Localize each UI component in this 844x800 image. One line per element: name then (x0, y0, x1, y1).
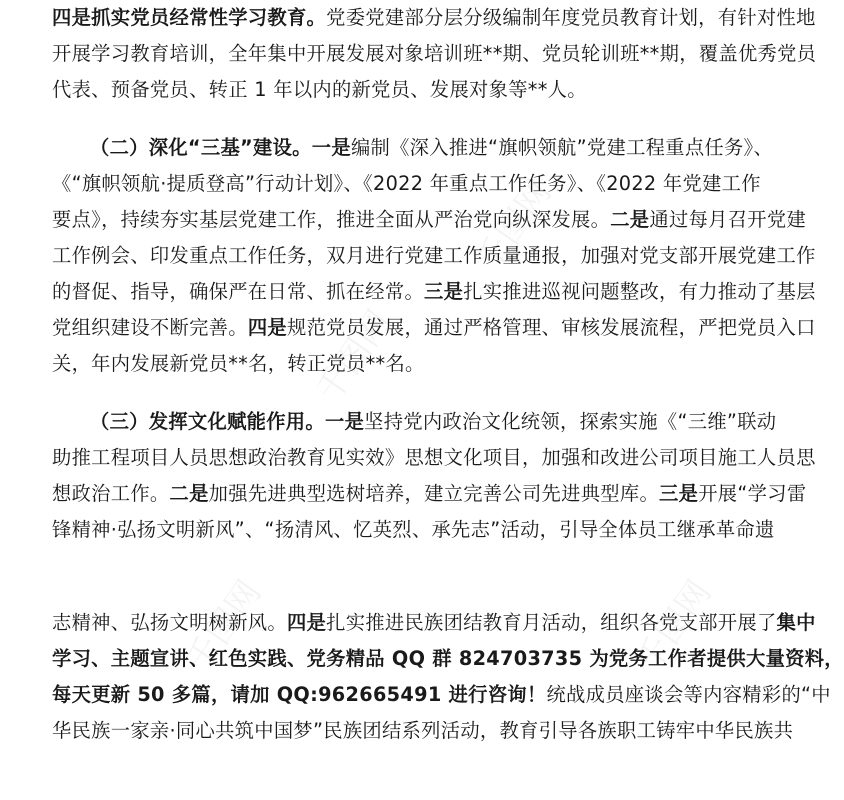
text-line (52, 166, 764, 202)
text-segment: 华民族一家亲·同心共筑中国梦”民族团结系列活动，教育引导各族职工铸牢中华民族共 (52, 719, 794, 742)
paragraph-gap (52, 548, 764, 605)
paragraph-gap (52, 108, 764, 130)
text-line (52, 677, 831, 713)
text-line (52, 605, 816, 641)
bold-text: 每天更新 50 多篇，请加 QQ:962665491 进行咨询！ (52, 683, 547, 706)
text-segment: 开展学习教育培训，全年集中开展发展对象培训班**期、党员轮训班**期，覆盖优秀党员 (52, 42, 817, 65)
bold-text: 二是 (610, 208, 650, 231)
text-segment: 想政治工作。 (52, 482, 170, 505)
text-line (52, 72, 764, 108)
bold-text: 四是 (286, 611, 327, 634)
text-segment: 编制《深入推进“旗帜领航”党建工程重点任务》、 (350, 136, 774, 159)
text-line (52, 512, 775, 548)
text-segment: 统战成员座谈会等内容精彩的“中 (546, 683, 831, 706)
bold-text: 四是 (247, 316, 287, 339)
bold-text: 二是 (169, 482, 209, 505)
text-segment: 党委党建部分层分级编制年度党员教育计划，有针对性地 (326, 6, 816, 29)
text-line (52, 238, 816, 274)
text-segment: 锋精神·弘扬文明新风”、“扬清风、忆英烈、承先志”活动，引导全体员工继承革命遗 (52, 518, 775, 541)
bold-text: （二）深化“三基”建设。 (90, 136, 312, 159)
paragraph-gap (52, 382, 764, 404)
text-segment: 要点》，持续夯实基层党建工作，推进全面从严治党向纵深发展。 (52, 208, 611, 231)
text-segment: 《“旗帜领航·提质登高”行动计划》、《2022 年重点工作任务》、《2022 年党建工作 (52, 172, 761, 195)
text-segment: 关，年内发展新党员**名，转正党员**名。 (52, 352, 425, 375)
text-segment: 助推工程项目人员思想政治教育见实效》思想文化项目，加强和改进公司项目施工人员思 (52, 446, 816, 469)
text-line (52, 274, 816, 310)
text-line (52, 476, 807, 512)
bold-text: 一是 (324, 410, 365, 433)
bold-text: 四是抓实党员经常性学习教育。 (52, 6, 327, 29)
bold-text: （三）发挥文化赋能作用。 (90, 410, 325, 433)
text-segment: 的督促、指导，确保严在日常、抓在经常。 (52, 280, 425, 303)
bold-text: 一是 (311, 136, 351, 159)
text-line (52, 404, 777, 440)
text-line (52, 713, 794, 749)
text-segment: 扎实推进巡视问题整改，有力推动了基层 (463, 280, 816, 303)
text-line (52, 202, 807, 238)
text-segment: 工作例会、印发重点工作任务，双月进行党建工作质量通报，加强对党支部开展党建工作 (52, 244, 816, 267)
text-line (52, 310, 816, 346)
text-segment: 通过每月召开党建 (649, 208, 807, 231)
bold-text: 学习、主题宣讲、红色实践、党务精品 QQ 群 824703735 为党务工作者提供大量资料， (52, 647, 844, 670)
text-line (52, 346, 764, 382)
text-line (52, 0, 816, 36)
text-segment: 坚持党内政治文化统领，探索实施《“三维”联动 (364, 410, 777, 433)
text-segment: 志精神、弘扬文明树新风。 (52, 611, 287, 634)
document-body (52, 0, 844, 749)
text-line (52, 36, 817, 72)
bold-text: 集中 (776, 611, 816, 634)
text-line (52, 440, 816, 476)
text-segment: 党组织建设不断完善。 (52, 316, 248, 339)
text-segment: 代表、预备党员、转正 1 年以内的新党员、发展对象等**人。 (52, 78, 587, 101)
text-line (52, 641, 844, 677)
bold-text: 三是 (659, 482, 699, 505)
text-line (52, 130, 774, 166)
text-segment: 加强先进典型选树培养，建立完善公司先进典型库。 (208, 482, 660, 505)
text-segment: 规范党员发展，通过严格管理、审核发展流程，严把党员入口 (286, 316, 816, 339)
text-segment: 开展“学习雷 (698, 482, 807, 505)
bold-text: 三是 (424, 280, 464, 303)
text-segment: 扎实推进民族团结教育月活动，组织各党支部开展了 (326, 611, 777, 634)
